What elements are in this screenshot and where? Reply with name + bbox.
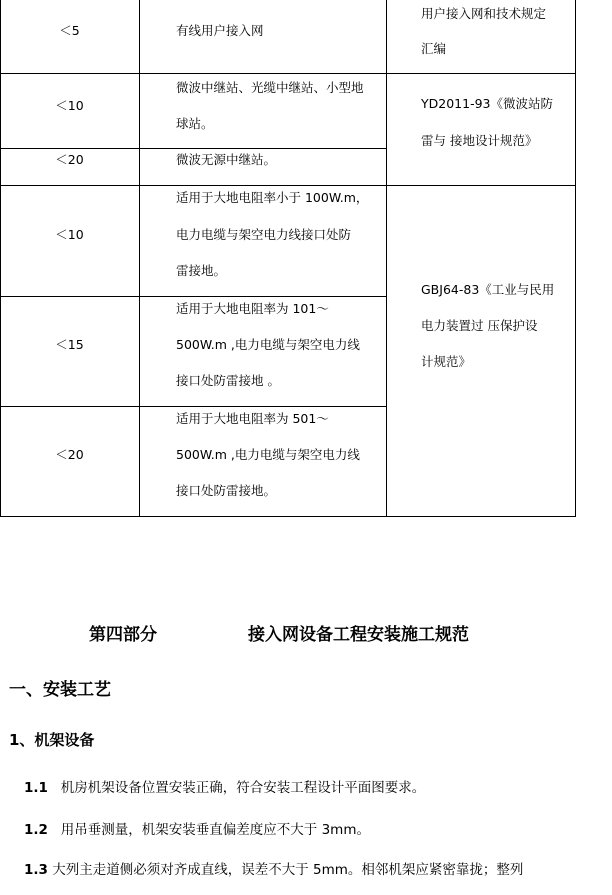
table-cell-application: 微波中继站、光缆中继站、小型地 (176, 80, 364, 95)
table-cell-resistance: ＜10 (55, 98, 84, 113)
table-cell-resistance: ＜10 (55, 227, 84, 242)
table-border-left (0, 0, 1, 517)
paragraph-number: 1.3 (24, 862, 48, 878)
paragraph-item (24, 818, 370, 838)
table-cell-standard: YD2011-93《微波站防 (421, 96, 553, 111)
table-cell-application: 适用于大地电阻率为 101～ (176, 301, 329, 316)
section-heading: 一、安装工艺 (9, 680, 111, 700)
paragraph-text: 大列主走道侧必须对齐成直线，误差不大于 5mm。相邻机架应紧密靠拢；整列 (52, 862, 524, 878)
table-border-right (575, 0, 576, 517)
table-cell-resistance: ＜20 (55, 152, 84, 167)
part-number: 第四部分 (89, 625, 157, 645)
table-column-divider (139, 0, 140, 517)
table-cell-application: 接口处防雷接地 。 (176, 373, 280, 388)
table-cell-resistance: ＜20 (55, 447, 84, 462)
table-cell-resistance: ＜15 (55, 337, 84, 352)
table-cell-application: 接口处防雷接地。 (176, 483, 277, 498)
table-cell-application: 微波无源中继站。 (176, 152, 277, 167)
table-cell-application: 500W.m ,电力电缆与架空电力线 (176, 447, 360, 462)
paragraph-number: 1.1 (24, 780, 48, 796)
subsection-heading: 1、机架设备 (9, 731, 95, 749)
table-row-divider (0, 73, 576, 74)
paragraph-item (24, 858, 523, 878)
table-cell-application: 球站。 (176, 116, 214, 131)
table-row-divider (0, 185, 576, 186)
table-cell-application: 雷接地。 (176, 263, 227, 278)
table-column-divider (386, 0, 387, 517)
table-cell-application: 适用于大地电阻率为 501～ (176, 411, 329, 426)
table-cell-standard: 计规范》 (421, 354, 472, 369)
paragraph-item (24, 776, 425, 796)
table-border-bottom (0, 516, 576, 517)
table-cell-standard: 电力装置过 压保护设 (421, 318, 538, 333)
table-cell-resistance: ＜5 (59, 23, 80, 38)
paragraph-number: 1.2 (24, 822, 48, 838)
table-cell-application: 500W.m ,电力电缆与架空电力线 (176, 337, 360, 352)
paragraph-text: 用吊垂测量，机架安装垂直偏差度应不大于 3mm。 (60, 822, 370, 838)
table-row-divider (0, 296, 387, 297)
table-row-divider (0, 406, 387, 407)
table-cell-standard: 汇编 (421, 41, 447, 56)
table-cell-application: 适用于大地电阻率小于 100W.m， (176, 190, 369, 205)
table-cell-application: 电力电缆与架空电力线接口处防 (176, 227, 352, 242)
table-cell-standard: GBJ64-83《工业与民用 (421, 282, 555, 297)
table-cell-application: 有线用户接入网 (176, 23, 264, 38)
part-title: 接入网设备工程安装施工规范 (248, 625, 469, 645)
paragraph-text: 机房机架设备位置安装正确，符合安装工程设计平面图要求。 (60, 780, 426, 796)
table-cell-standard: 雷与 接地设计规范》 (421, 133, 538, 148)
table-cell-standard: 用户接入网和技术规定 (421, 6, 547, 21)
table-row-divider (0, 148, 387, 149)
